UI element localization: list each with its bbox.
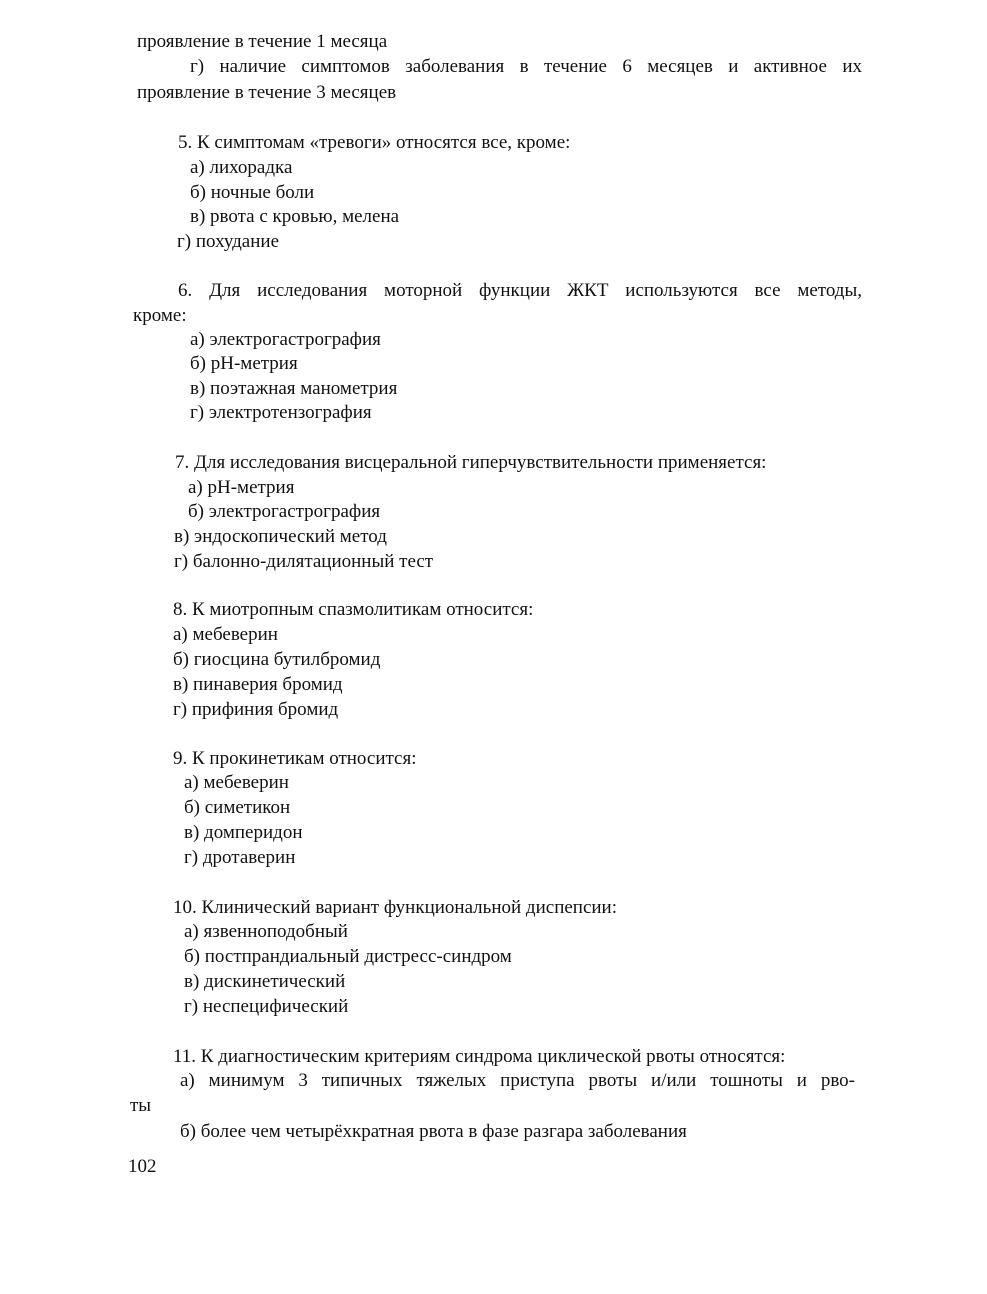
q11-option-a: а) минимум 3 типичных тяжелых приступа рвоты и/или тошноты и рво- (180, 1070, 855, 1091)
q5-option-v: в) рвота с кровью, мелена (190, 206, 400, 227)
question-6: 6. Для исследования моторной функции ЖКТ используются все методы, (178, 280, 862, 301)
q8-option-a: а) мебеверин (173, 624, 278, 645)
intro-line-1: проявление в течение 1 месяца (137, 31, 388, 52)
q9-option-g: г) дротаверин (184, 847, 296, 868)
q7-option-v: в) эндоскопический метод (174, 526, 387, 547)
q11-option-b: б) более чем четырёхкратная рвота в фазе разгара заболевания (180, 1121, 687, 1142)
q5-option-g: г) похудание (177, 231, 280, 252)
q6-option-a: а) электрогастрография (190, 329, 381, 350)
question-6-continued: кроме: (133, 305, 187, 326)
q6-option-b: б) рН-метрия (190, 353, 298, 374)
q9-option-a: а) мебеверин (184, 772, 289, 793)
question-9: 9. К прокинетикам относится: (173, 748, 417, 769)
q11-option-a-continued: ты (130, 1095, 152, 1116)
q7-option-g: г) балонно-дилятационный тест (174, 551, 434, 572)
question-7: 7. Для исследования висцеральной гиперчувствительности применяется: (175, 452, 767, 473)
q7-option-b: б) электрогастрография (188, 501, 381, 522)
q10-option-g: г) неспецифический (184, 996, 349, 1017)
q8-option-v: в) пинаверия бромид (173, 674, 343, 695)
intro-option-g: г) наличие симптомов заболевания в течение 6 месяцев и активное их (190, 56, 862, 77)
question-5: 5. К симптомам «тревоги» относятся все, кроме: (178, 132, 571, 153)
question-10: 10. Клинический вариант функциональной диспепсии: (173, 897, 618, 918)
q10-option-a: а) язвенноподобный (184, 921, 348, 942)
question-11: 11. К диагностическим критериям синдрома циклической рвоты относятся: (173, 1046, 786, 1067)
q8-option-g: г) прифиния бромид (173, 699, 339, 720)
q9-option-b: б) симетикон (184, 797, 291, 818)
q7-option-a: а) рН-метрия (188, 477, 295, 498)
q9-option-v: в) домперидон (184, 822, 303, 843)
q5-option-a: а) лихорадка (190, 157, 293, 178)
q8-option-b: б) гиосцина бутилбромид (173, 649, 381, 670)
page-number: 102 (128, 1156, 157, 1177)
q5-option-b: б) ночные боли (190, 182, 315, 203)
q6-option-v: в) поэтажная манометрия (190, 378, 398, 399)
q10-option-v: в) дискинетический (184, 971, 346, 992)
question-8: 8. К миотропным спазмолитикам относится: (173, 599, 534, 620)
intro-option-g-continued: проявление в течение 3 месяцев (137, 82, 397, 103)
q10-option-b: б) постпрандиальный дистресс-синдром (184, 946, 512, 967)
q6-option-g: г) электротензография (190, 402, 372, 423)
